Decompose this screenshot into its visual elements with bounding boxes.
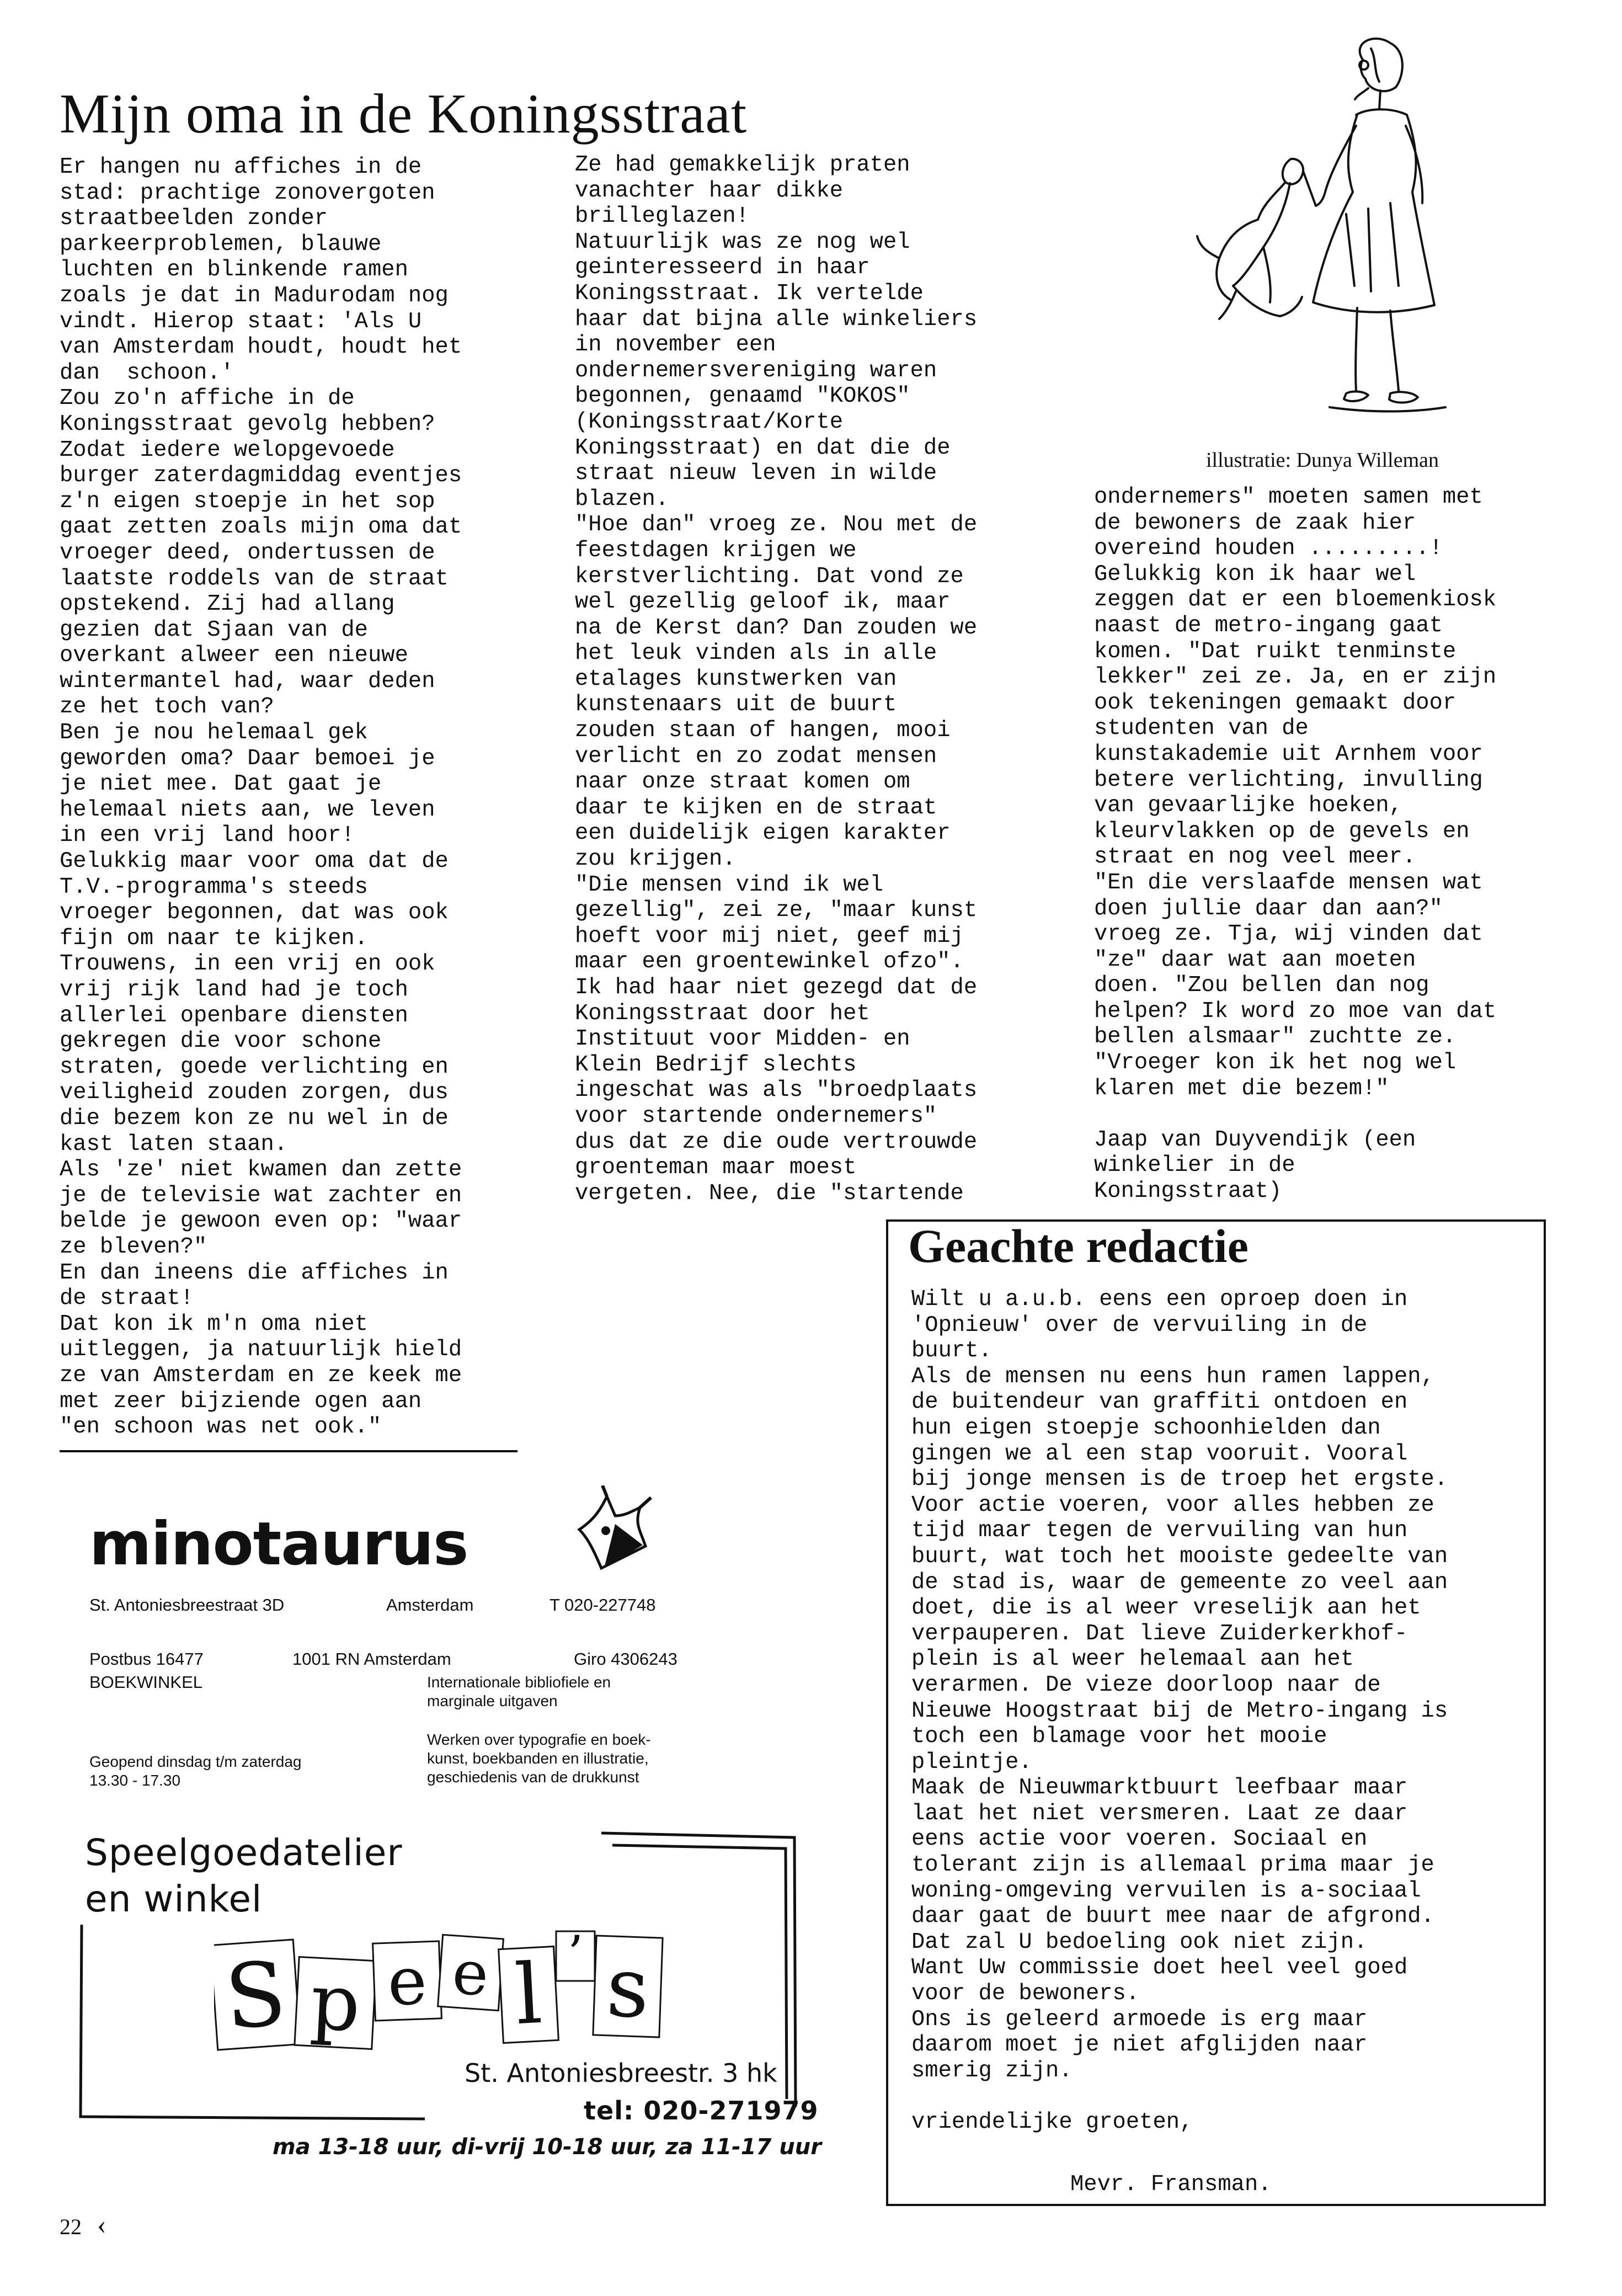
letter-title: Geachte redactie xyxy=(908,1219,1248,1272)
speels-phone: tel: 020-271979 xyxy=(584,2096,819,2125)
article-column-2: Ze had gemakkelijk praten vanachter haar dikke brilleglazen! Natuurlijk was ze nog wel geinteresseerd in haar Koningsstraat. Ik vertelde haar dat bijna alle winkeliers in november een ondernemersvereniging waren begonnen, genaamd "KOKOS" (Koningsstraat/Korte Koningsstraat) en dat die de straat nieuw leven in wilde blazen. "Hoe dan" vroeg ze. Nou met de feestdagen krijgen we kerstverlichting. Dat vond ze wel gezellig geloof ik, maar na de Kerst dan? Dan zouden we het leuk vinden als in alle etalages kunstwerken van kunstenaars uit de buurt zouden staan of hangen, mooi verlicht en zo zodat mensen naar onze straat komen om daar te kijken en de straat een duidelijk eigen karakter zou krijgen. "Die mensen vind ik wel gezellig", zei ze, "maar kunst hoeft voor mij niet, geef mij maar een groentewinkel ofzo". Ik had haar niet gezegd dat de Koningsstraat door het Instituut voor Midden- en Klein Bedrijf slechts ingeschat was als "broedplaats voor startende ondernemers" dus dat ze die oude vertrouwde groenteman maar moest vergeten. Nee, die "startende xyxy=(575,152,978,1206)
letter-signature: Mevr. Fransman. xyxy=(1070,2172,1272,2197)
minotaurus-postcode: 1001 RN Amsterdam xyxy=(292,1649,451,1669)
svg-text:e: e xyxy=(386,1942,428,2021)
speels-letter xyxy=(499,1946,559,2044)
minotaurus-description-1: Internationale bibliofiele en marginale uitgaven xyxy=(427,1674,611,1709)
speels-address: St. Antoniesbreestr. 3 hk xyxy=(465,2058,777,2088)
speels-letter xyxy=(438,1935,504,2010)
minotaurus-postbus: Postbus 16477 xyxy=(89,1649,204,1669)
illustration-caption: illustratie: Dunya Willeman xyxy=(1206,449,1439,472)
minotaurus-address: St. Antoniesbreestraat 3D xyxy=(89,1595,285,1615)
minotaurus-city: Amsterdam xyxy=(386,1595,474,1615)
speels-letter xyxy=(593,1936,663,2037)
speels-heading-1: Speelgoedatelier xyxy=(85,1831,403,1874)
minotaurus-logo: minotaurus xyxy=(89,1510,468,1579)
article-title: Mijn oma in de Koningsstraat xyxy=(60,83,748,145)
speels-logo xyxy=(214,1926,666,2053)
speels-letter xyxy=(373,1941,442,2021)
article-column-1: Er hangen nu affiches in de stad: prachtige zonovergoten straatbeelden zonder parkeerproblemen, blauwe luchten en blinkende ramen zoals je dat in Madurodam nog vindt. Hierop staat: 'Als U van Amsterdam houdt, houdt het dan schoon.' Zou zo'n affiche in de Koningsstraat gevolg hebben? Zodat iedere welopgevoede burger zaterdagmiddag eventjes z'n eigen stoepje in het sop gaat zetten zoals mijn oma dat vroeger deed, ondertussen de laatste roddels van de straat opstekend. Zij had allang gezien dat Sjaan van de overkant alweer een nieuwe wintermantel had, waar deden ze het toch van? Ben je nou helemaal gek geworden oma? Daar bemoei je je niet mee. Dat gaat je helemaal niets aan, we leven in een vrij land hoor! Gelukkig maar voor oma dat de T.V.-programma's steeds vroeger begonnen, dat was ook fijn om naar te kijken. Trouwens, in een vrij en ook vrij rijk land had je toch allerlei openbare diensten gekregen die voor schone straten, goede verlichting en veiligheid zouden zorgen, dus die bezem kon ze nu wel in de kast laten staan. Als 'ze' niet kwamen dan zette je de televisie wat zachter en belde je gewoon even op: "waar ze bleven?" En dan ineens die affiches in de straat! Dat kon ik m'n oma niet uitleggen, ja natuurlijk hield ze van Amsterdam en ze keek me met zeer bijziende ogen aan "en schoon was net ook." xyxy=(60,155,462,1440)
article-column-3: ondernemers" moeten samen met de bewoners de zaak hier overeind houden .........! Gelukkig kon ik haar wel zeggen dat er een bloemenkiosk naast de metro-ingang gaat komen. "Dat ruikt tenminste lekker" zei ze. Ja, en er zijn ook tekeningen gemaakt door studenten van de kunstakademie uit Arnhem voor betere verlichting, invulling van gevaarlijke hoeken, kleurvlakken op de gevels en straat en nog veel meer. "En die verslaafde mensen wat doen jullie daar dan aan?" vroeg ze. Tja, wij vinden dat "ze" daar wat aan moeten doen. "Zou bellen dan nog helpen? Ik word zo moe van dat bellen alsmaar" zuchtte ze. "Vroeger kon ik het nog wel klaren met die bezem!" Jaap van Duyvendijk (een winkelier in de Koningsstraat) xyxy=(1094,484,1497,1205)
speels-opening-hours: ma 13-18 uur, di-vrij 10-18 uur, za 11-17 uur xyxy=(273,2134,821,2160)
page-number: 22 xyxy=(60,2214,82,2239)
svg-text:e: e xyxy=(450,1936,491,2010)
svg-text:S: S xyxy=(221,1942,290,2049)
minotaurus-phone: T 020-227748 xyxy=(549,1595,656,1615)
svg-text:’: ’ xyxy=(567,1926,584,1983)
minotaurus-shop-label: BOEKWINKEL xyxy=(89,1672,202,1692)
minotaurus-giro: Giro 4306243 xyxy=(574,1649,677,1669)
svg-text:l: l xyxy=(513,1946,545,2044)
minotaurus-opening-hours: Geopend dinsdag t/m zaterdag 13.30 - 17.30 xyxy=(89,1753,302,1789)
letter-body: Wilt u a.u.b. eens een oproep doen in 'Opnieuw' over de vervuiling in de buurt. Als de mensen nu eens hun ramen lappen, de buitendeur van graffiti ontdoen en hun eigen stoepje schoonhielden dan gingen we al een stap vooruit. Vooral bij jonge mensen is de troep het ergste. Voor actie voeren, voor alles hebben ze tijd maar tegen de vervuiling van hun buurt, wat toch het mooiste gedeelte van de stad is, waar de gemeente zo veel aan doet, die is al weer vreselijk aan het verpauperen. Dat lieve Zuiderkerkhof- plein is al weer helemaal aan het verarmen. De vieze doorloop naar de Nieuwe Hoogstraat bij de Metro-ingang is toch een blamage voor het mooie pleintje. Maak de Nieuwmarktbuurt leefbaar maar laat het niet versmeren. Laat ze daar eens actie voor voeren. Sociaal en tolerant zijn is allemaal prima maar je woning-omgeving vervuilen is a-sociaal daar gaat de buurt mee naar de afgrond. Dat zal U bedoeling ook niet zijn. Want Uw commissie doet heel veel goed voor de bewoners. Ons is geleerd armoede is erg maar daarom moet je niet afglijden naar smerig zijn. vriendelijke groeten, xyxy=(911,1287,1448,2135)
footer-mark: ‹ xyxy=(97,2209,106,2240)
speels-heading-2: en winkel xyxy=(85,1878,263,1920)
svg-text:s: s xyxy=(605,1939,651,2037)
speels-letter xyxy=(214,1940,300,2050)
speels-letter xyxy=(295,1956,376,2050)
minotaurus-description-2: Werken over typografie en boek- kunst, boekbanden en illustratie, geschiedenis van de drukkunst xyxy=(427,1731,651,1786)
svg-text:p: p xyxy=(308,1957,362,2050)
speels-letter xyxy=(556,1926,595,1983)
